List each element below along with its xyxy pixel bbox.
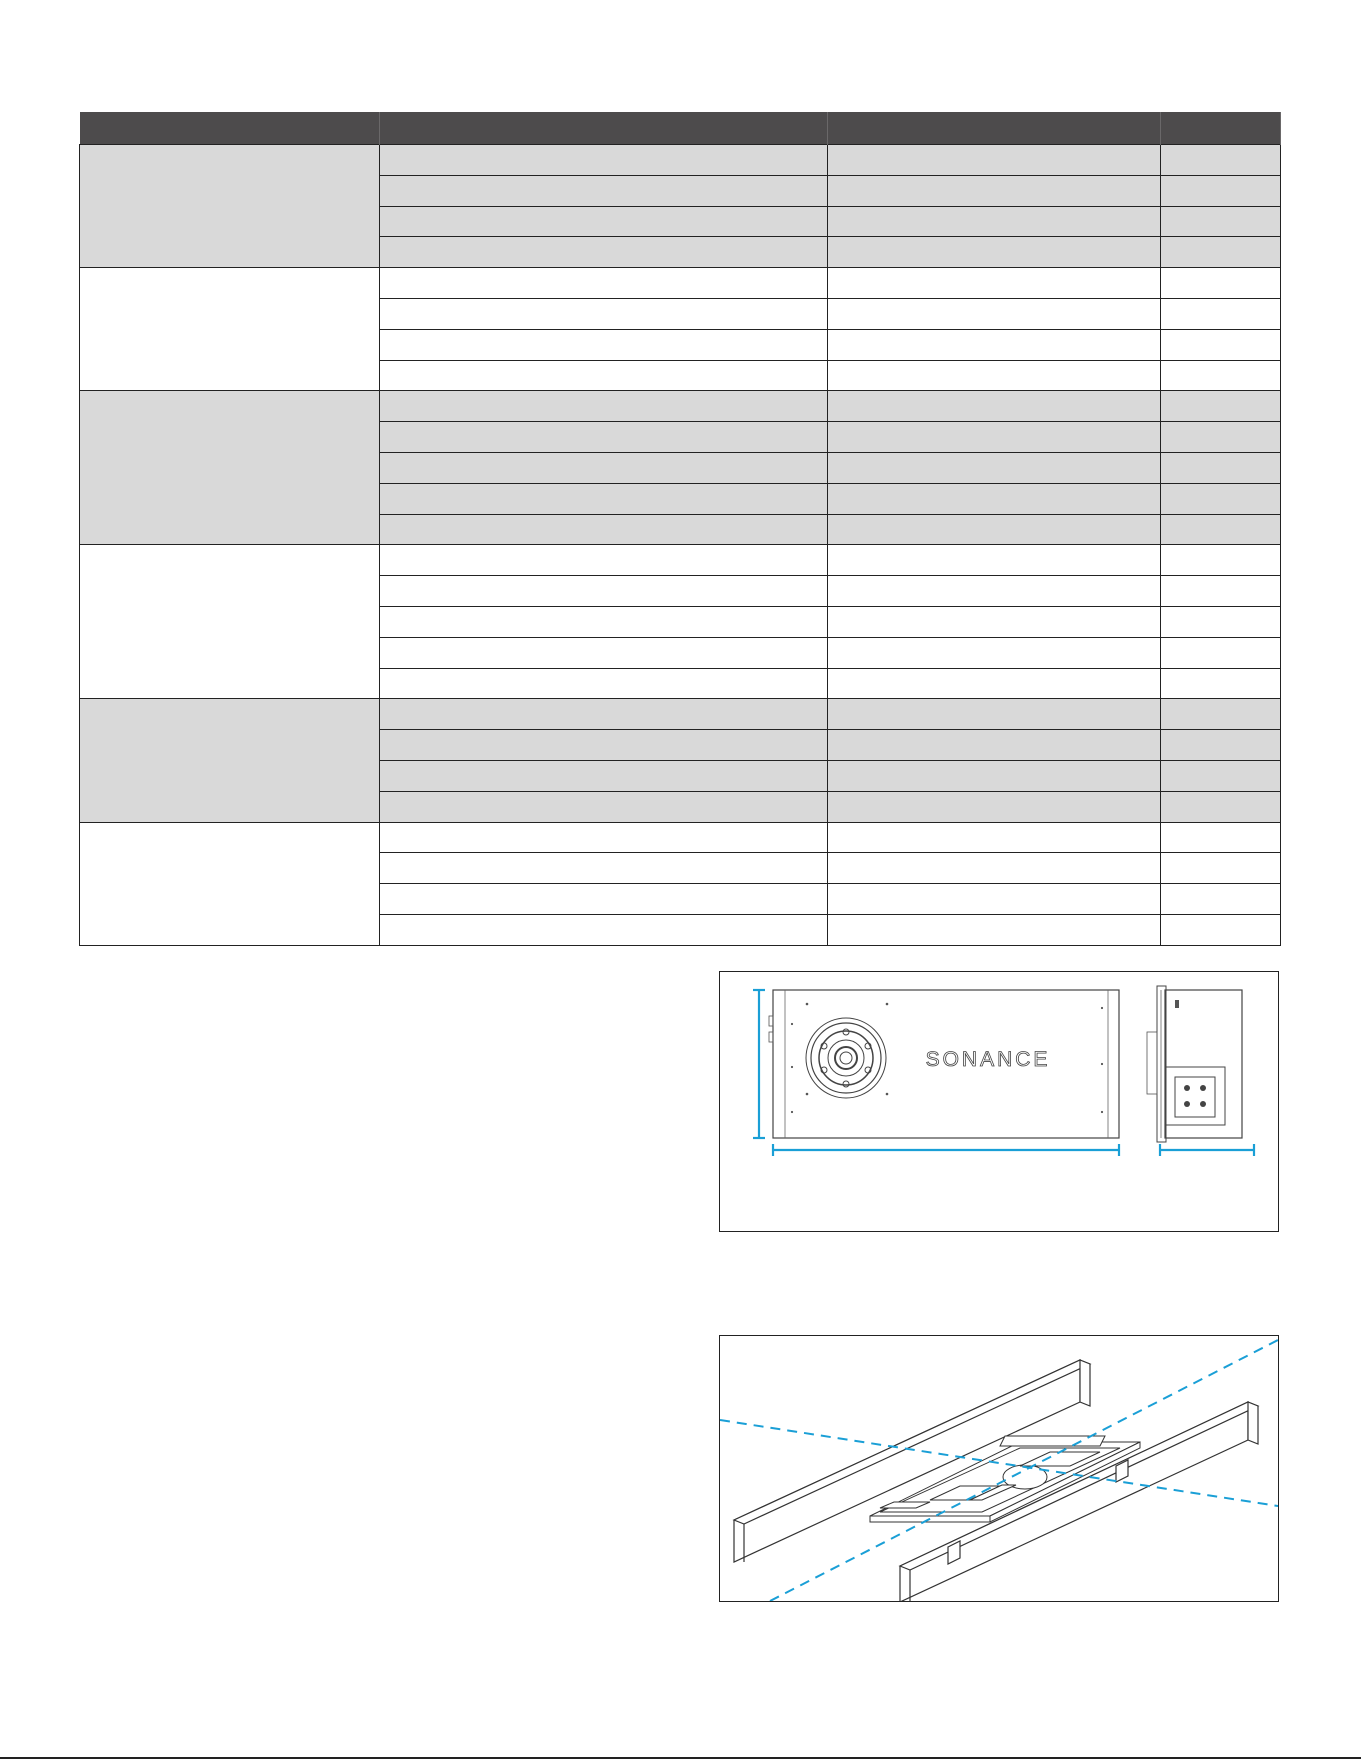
table-cell — [380, 452, 828, 483]
table-cell — [828, 545, 1161, 576]
group-label-cell — [80, 545, 380, 699]
table-cell — [828, 268, 1161, 299]
group-label-cell — [80, 268, 380, 391]
table-cell — [380, 329, 828, 360]
table-cell — [1161, 576, 1281, 607]
group-label-cell — [80, 391, 380, 545]
table-cell — [380, 514, 828, 545]
table-cell — [380, 606, 828, 637]
table-cell — [380, 668, 828, 699]
header-cell — [80, 112, 380, 145]
table-cell — [828, 391, 1161, 422]
table-cell — [1161, 884, 1281, 915]
table-cell — [380, 391, 828, 422]
table-cell — [380, 175, 828, 206]
table-row — [80, 268, 1281, 299]
table-cell — [1161, 452, 1281, 483]
table-cell — [380, 268, 828, 299]
table-cell — [828, 914, 1161, 945]
table-cell — [828, 175, 1161, 206]
table-cell — [380, 237, 828, 268]
table-row — [80, 822, 1281, 853]
table-cell — [380, 298, 828, 329]
table-cell — [1161, 483, 1281, 514]
table-cell — [1161, 545, 1281, 576]
table-body — [80, 145, 1281, 946]
table-header-row — [80, 112, 1281, 145]
table-cell — [1161, 730, 1281, 761]
woofer-driver-icon — [806, 1018, 886, 1098]
table-cell — [828, 514, 1161, 545]
dimension-lines — [753, 990, 1254, 1156]
terminal-icon — [1184, 1085, 1206, 1107]
header-cell — [380, 112, 828, 145]
group-label-cell — [80, 699, 380, 822]
table-cell — [1161, 822, 1281, 853]
table-cell — [1161, 760, 1281, 791]
table-cell — [1161, 329, 1281, 360]
installation-drawing — [720, 1336, 1278, 1601]
table-cell — [828, 699, 1161, 730]
table-cell — [380, 914, 828, 945]
table-cell — [828, 822, 1161, 853]
table-cell — [1161, 637, 1281, 668]
table-cell — [380, 730, 828, 761]
specifications-table — [79, 112, 1280, 946]
table-cell — [828, 606, 1161, 637]
table-cell — [1161, 668, 1281, 699]
table-cell — [380, 422, 828, 453]
table-cell — [380, 822, 828, 853]
header-cell — [828, 112, 1161, 145]
table-cell — [828, 730, 1161, 761]
table-cell — [828, 637, 1161, 668]
table-cell — [380, 360, 828, 391]
table-cell — [1161, 853, 1281, 884]
table-row — [80, 145, 1281, 176]
table-cell — [380, 483, 828, 514]
brand-logo: SONANCE — [925, 1048, 1051, 1071]
table-cell — [380, 791, 828, 822]
speaker-side-outline — [1165, 990, 1242, 1138]
table-cell — [1161, 422, 1281, 453]
table-cell — [1161, 206, 1281, 237]
table-cell — [828, 853, 1161, 884]
table-cell — [380, 145, 828, 176]
installation-figure — [719, 1335, 1279, 1602]
table-cell — [1161, 699, 1281, 730]
group-label-cell — [80, 822, 380, 945]
table-cell — [828, 760, 1161, 791]
table-cell — [380, 699, 828, 730]
speaker-dimensions-drawing — [720, 972, 1278, 1231]
table-cell — [1161, 298, 1281, 329]
table-cell — [828, 483, 1161, 514]
table-cell — [1161, 237, 1281, 268]
header-cell — [1161, 112, 1281, 145]
table-cell — [380, 576, 828, 607]
table-cell — [1161, 175, 1281, 206]
table-cell — [828, 576, 1161, 607]
table-cell — [1161, 914, 1281, 945]
table-cell — [828, 668, 1161, 699]
table-cell — [828, 884, 1161, 915]
table-cell — [380, 206, 828, 237]
table-cell — [828, 298, 1161, 329]
table-cell — [828, 422, 1161, 453]
table-cell — [380, 637, 828, 668]
table-cell — [1161, 145, 1281, 176]
table-cell — [1161, 606, 1281, 637]
table-cell — [828, 360, 1161, 391]
table-cell — [380, 760, 828, 791]
table-cell — [828, 452, 1161, 483]
table-row — [80, 699, 1281, 730]
table-row — [80, 545, 1281, 576]
table-cell — [828, 791, 1161, 822]
table-cell — [828, 145, 1161, 176]
table-cell — [1161, 514, 1281, 545]
footer-rule — [0, 1757, 1361, 1759]
table-cell — [1161, 791, 1281, 822]
table-cell — [828, 206, 1161, 237]
table-cell — [828, 237, 1161, 268]
speaker-dimensions-figure — [719, 971, 1279, 1232]
table-cell — [1161, 268, 1281, 299]
table-row — [80, 391, 1281, 422]
table-cell — [1161, 360, 1281, 391]
group-label-cell — [80, 145, 380, 268]
table-cell — [380, 853, 828, 884]
table-cell — [828, 329, 1161, 360]
table-cell — [1161, 391, 1281, 422]
table-cell — [380, 545, 828, 576]
table-cell — [380, 884, 828, 915]
